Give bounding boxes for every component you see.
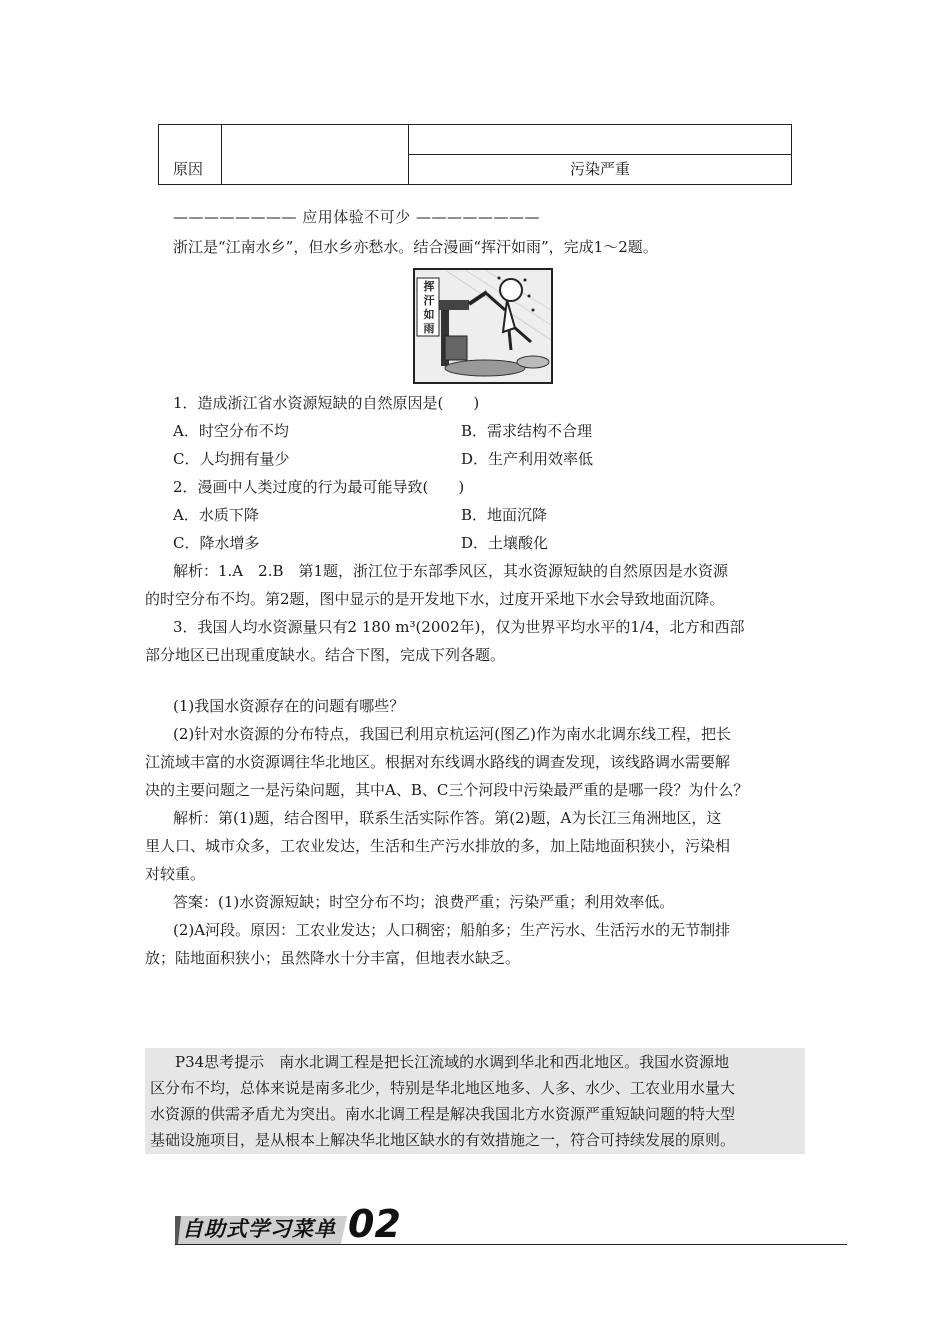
- q3-sub2-line3: 决的主要问题之一是污染问题，其中A、B、C三个河段中污染最严重的是哪一段？为什么？: [145, 781, 749, 799]
- q3-answer-line1: 答案：(1)水资源短缺；时空分布不均；浪费严重；污染严重；利用效率低。: [173, 893, 675, 911]
- q2-option-d: D．土壤酸化: [461, 534, 549, 552]
- q3-line2: 部分地区已出现重度缺水。结合下图，完成下列各题。: [145, 646, 506, 664]
- cartoon-caption-char: 如: [423, 308, 435, 321]
- table-label-cell: [159, 125, 222, 184]
- hint-line3: 水资源的供需矛盾尤为突出。南水北调工程是解决我国北方水资源严重短缺问题的特大型: [150, 1105, 736, 1123]
- q3-sub1: (1)我国水资源存在的问题有哪些？: [173, 697, 405, 715]
- q3-answer-line2: (2)A河段。原因：工农业发达；人口稠密；船舶多；生产污水、生活污水的无节制排: [173, 921, 731, 939]
- q1-option-d: D．生产利用效率低: [461, 450, 594, 468]
- hint-line2: 区分布不均，总体来说是南多北少，特别是华北地区地多、人多、水少、工农业用水量大: [150, 1079, 736, 1097]
- cause-table: [158, 124, 792, 185]
- q2-option-a: A．水质下降: [173, 506, 259, 524]
- table-empty-cell: [221, 125, 409, 184]
- cartoon-caption-char: 挥: [423, 280, 435, 293]
- q2-stem: 2．漫画中人类过度的行为最可能导致( ): [173, 478, 465, 496]
- cartoon-caption: [419, 280, 439, 336]
- table-top-cell: [409, 125, 791, 155]
- hint-line4: 基础设施项目，是从根本上解决华北地区缺水的有效措施之一，符合可持续发展的原则。: [150, 1131, 736, 1149]
- analysis-12-line2: 的时空分布不均。第2题，图中显示的是开发地下水，过度开采地下水会导致地面沉降。: [145, 590, 725, 608]
- q3-line1: 3．我国人均水资源量只有2 180 m³(2002年)，仅为世界平均水平的1/4，北方和西部: [173, 618, 745, 636]
- menu-title: 自助式学习菜单: [182, 1217, 336, 1241]
- q3-analysis-line3: 对较重。: [145, 865, 206, 883]
- table-cell-text: 污染严重: [569, 160, 630, 178]
- cartoon-caption-char: 雨: [423, 322, 435, 335]
- q1-option-b: B．需求结构不合理: [461, 422, 593, 440]
- cartoon-caption-char: 汗: [423, 294, 435, 307]
- cartoon-image: [413, 268, 553, 384]
- analysis-12-line1: 解析：1.A 2.B 第1题，浙江位于东部季风区，其水资源短缺的自然原因是水资源: [173, 562, 729, 580]
- section-title: ———————— 应用体验不可少 ————————: [173, 208, 541, 226]
- intro-text: 浙江是“江南水乡”，但水乡亦愁水。结合漫画“挥汗如雨”，完成1～2题。: [173, 238, 658, 256]
- table-row-label: 原因: [173, 160, 204, 178]
- q1-option-a: A．时空分布不均: [173, 422, 289, 440]
- q2-option-c: C．降水增多: [173, 534, 260, 552]
- q3-answer-line3: 放；陆地面积狭小；虽然降水十分丰富，但地表水缺乏。: [145, 949, 521, 967]
- q1-stem: 1．造成浙江省水资源短缺的自然原因是( ): [173, 394, 480, 412]
- q3-sub2-line2: 江流域丰富的水资源调往华北地区。根据对东线调水路线的调查发现，该线路调水需要解: [145, 753, 731, 771]
- q3-analysis-line2: 里人口、城市众多，工农业发达，生活和生产污水排放的多，加上陆地面积狭小，污染相: [145, 837, 731, 855]
- menu-number: 02: [348, 1202, 401, 1246]
- q3-analysis-line1: 解析：第(1)题，结合图甲，联系生活实际作答。第(2)题，A为长江三角洲地区，这: [173, 809, 722, 827]
- q3-sub2-line1: (2)针对水资源的分布特点，我国已利用京杭运河(图乙)作为南水北调东线工程，把长: [173, 725, 731, 743]
- q1-option-c: C．人均拥有量少: [173, 450, 290, 468]
- menu-divider: [175, 1244, 847, 1245]
- hint-line1: P34思考提示 南水北调工程是把长江流域的水调到华北和西北地区。我国水资源地: [175, 1053, 730, 1071]
- q2-option-b: B．地面沉降: [461, 506, 548, 524]
